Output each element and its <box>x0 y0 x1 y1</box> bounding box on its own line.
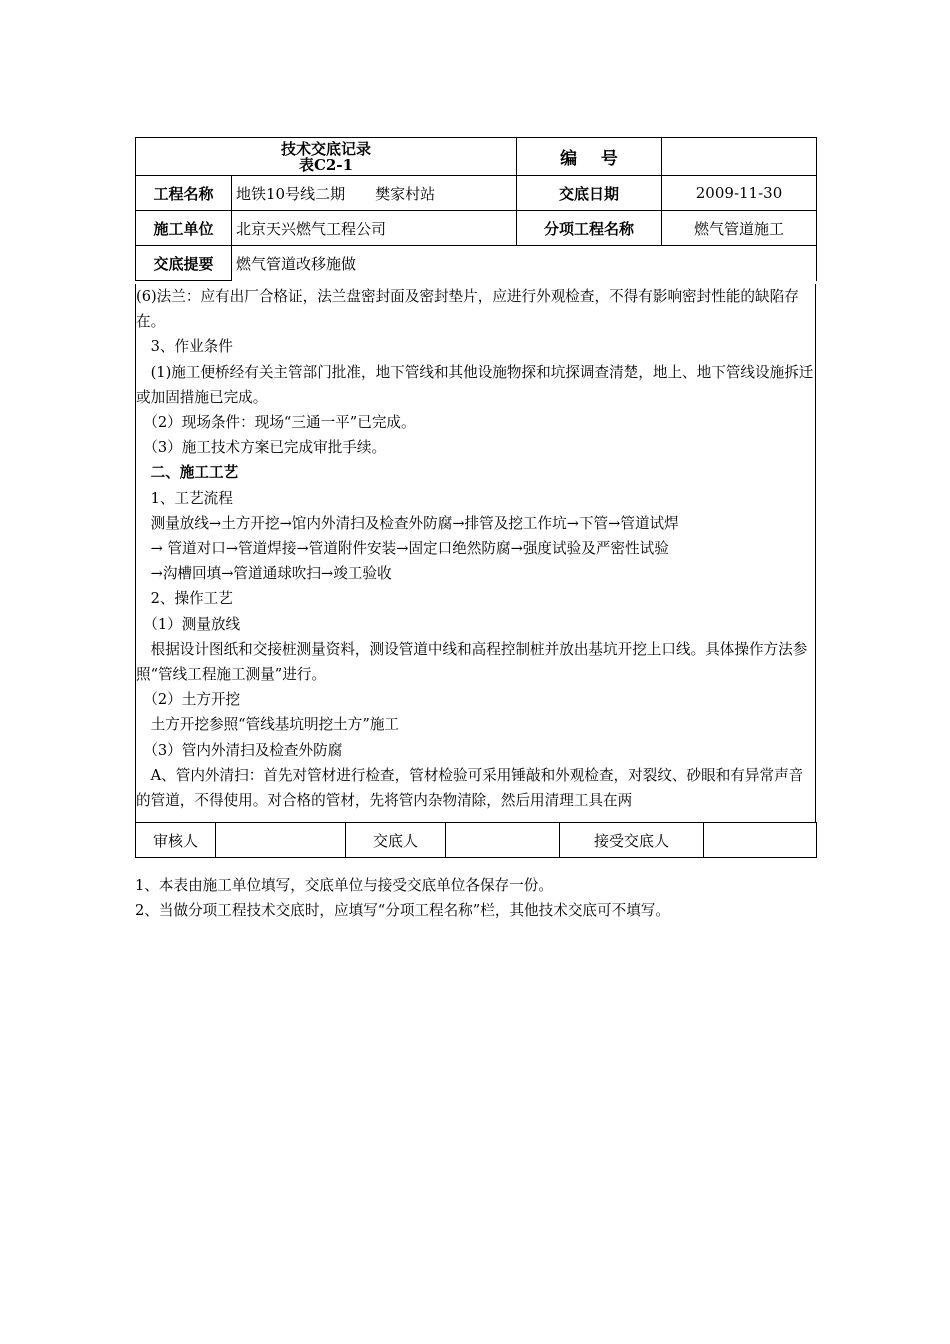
form-number: 表C2-1 <box>298 155 354 174</box>
subitem-value: 燃气管道施工 <box>662 211 817 246</box>
content-line: 测量放线→土方开挖→馆内外清扫及检查外防腐→排管及挖工作坑→下管→管道试焊 <box>136 514 679 532</box>
header-table <box>135 137 817 281</box>
note-item: 2、当做分项工程技术交底时，应填写“分项工程名称”栏，其他技术交底可不填写。 <box>135 902 670 919</box>
unit-label: 施工单位 <box>136 211 232 246</box>
notes <box>135 873 670 923</box>
date-label: 交底日期 <box>517 176 662 211</box>
summary-label: 交底提要 <box>136 246 232 281</box>
content-line: （1）测量放线 <box>136 615 241 633</box>
section-heading: 二、施工工艺 <box>136 464 239 482</box>
project-name-value: 地铁10号线二期 樊家村站 <box>232 176 517 211</box>
content-line: 根据设计图纸和交接桩测量资料，测设管道中线和高程控制桩并放出基坑开挖上口线。具体操作方法参照“管线工程施工测量”进行。 <box>136 640 808 684</box>
content-line: A、管内外清扫：首先对管材进行检查，管材检验可采用锤敲和外观检查，对裂纹、砂眼和有异常声音的管道，不得使用。对合格的管材，先将管内杂物清除，然后用清理工具在两 <box>136 766 804 810</box>
summary-value: 燃气管道改移施做 <box>232 246 817 281</box>
disclosure-content <box>135 284 816 822</box>
content-line: （2）土方开挖 <box>136 691 241 709</box>
reviewer-label: 审核人 <box>136 823 216 858</box>
content-line: (1)施工便桥经有关主管部门批准，地下管线和其他设施物探和坑探调查清楚，地上、地下管线设施拆迁或加固措施已完成。 <box>136 363 814 406</box>
reviewer-value <box>216 823 346 858</box>
form-title-cell <box>136 138 517 176</box>
subitem-label: 分项工程名称 <box>517 211 662 246</box>
note-item: 1、本表由施工单位填写，交底单位与接受交底单位各保存一份。 <box>135 877 553 894</box>
project-name-label: 工程名称 <box>136 176 232 211</box>
receiver-label: 接受交底人 <box>560 823 704 858</box>
discloser-label: 交底人 <box>346 823 446 858</box>
content-line: （3）施工技术方案已完成审批手续。 <box>136 439 387 457</box>
content-line: （3）管内外清扫及检查外防腐 <box>136 741 343 759</box>
content-line: → 管道对口→管道焊接→管道附件安装→固定口绝然防腐→强度试验及严密性试验 <box>136 540 669 558</box>
content-line: 3、作业条件 <box>136 338 233 356</box>
content-line: 2、操作工艺 <box>136 590 233 608</box>
signature-table <box>135 822 817 858</box>
number-value <box>662 138 817 176</box>
unit-value: 北京天兴燃气工程公司 <box>232 211 517 246</box>
content-line: 1、工艺流程 <box>136 489 233 507</box>
discloser-value <box>446 823 560 858</box>
receiver-value <box>704 823 817 858</box>
form-title: 技术交底记录 <box>281 139 372 158</box>
content-line: （2）现场条件：现场“三通一平”已完成。 <box>136 414 416 432</box>
number-label: 编 号 <box>517 138 662 176</box>
date-value: 2009-11-30 <box>662 176 817 211</box>
content-line: (6)法兰：应有出厂合格证，法兰盘密封面及密封垫片，应进行外观检查，不得有影响密封性能的缺陷存在。 <box>136 288 799 331</box>
content-line: →沟槽回填→管道通球吹扫→竣工验收 <box>136 565 392 583</box>
content-line: 土方开挖参照“管线基坑明挖土方”施工 <box>136 716 400 734</box>
